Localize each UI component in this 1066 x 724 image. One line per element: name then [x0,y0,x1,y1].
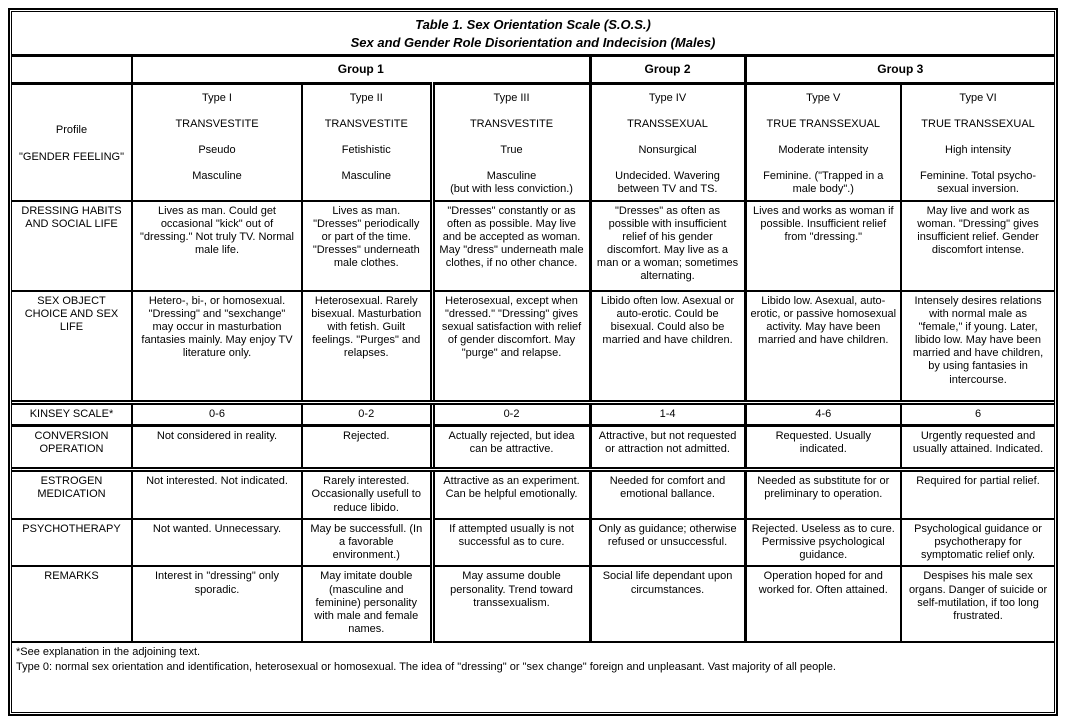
type-number: Type V [806,91,841,104]
cell-conversion-type-3: Actually rejected, but idea can be attractive. [432,426,590,470]
row-label-estrogen: ESTROGEN MEDICATION [12,470,132,519]
profile-label-line2: "GENDER FEELING" [19,150,124,163]
row-label-conversion: CONVERSION OPERATION [12,426,132,470]
remarks-row [12,566,1054,642]
cell-estrogen-type-5: Needed as substitute for or preliminary to operation. [745,470,901,519]
table-title [12,12,1054,57]
type-name: TRUE TRANSSEXUAL [921,117,1035,130]
profile-cell-type-2 [302,83,432,200]
group-header-row [12,57,1054,83]
table-title-line1: Table 1. Sex Orientation Scale (S.O.S.) [415,17,651,32]
type-name: TRANSVESTITE [469,117,554,130]
cell-psychotherapy-type-5: Rejected. Useless as to cure. Permissive psychological guidance. [745,519,901,567]
cell-dressing-type-6: May live and work as woman. "Dressing" gives insufficient relief. Gender discomfort intense. [901,201,1054,291]
cell-sexobject-type-3: Heterosexual, except when "dressed." "Dressing" gives sexual satisfaction with relief of gender discomfort. May "purge" and relapse. [432,291,590,403]
cell-conversion-type-4: Attractive, but not requested or attraction not admitted. [590,426,745,470]
type-number: Type III [493,91,530,104]
sos-table [12,57,1054,643]
row-label-sexobject: SEX OBJECT CHOICE AND SEX LIFE [12,291,132,403]
type-name: TRANSSEXUAL [627,117,708,130]
cell-remarks-type-3: May assume double personality. Trend toward transsexualism. [432,566,590,642]
table-frame-outer [8,8,1058,716]
cell-estrogen-type-3: Attractive as an experiment. Can be helpful emotionally. [432,470,590,519]
type-number: Type VI [959,91,997,104]
type-feeling: Feminine. Total psycho-sexual inversion. [920,170,1037,196]
cell-conversion-type-1: Not considered in reality. [132,426,302,470]
profile-cell-type-5 [745,83,901,200]
profile-cell-type-6 [901,83,1054,200]
type-name: TRUE TRANSSEXUAL [766,117,881,130]
group-header-group-3: Group 3 [745,57,1054,83]
cell-sexobject-type-6: Intensely desires relations with normal male as "female," if young. Later, libido low. May have been married and have children, by using fantasies in intercourse. [901,291,1054,403]
group-header-group-2: Group 2 [590,57,745,83]
cell-kinsey-type-3: 0-2 [432,403,590,426]
type-variant: Moderate intensity [778,143,869,156]
cell-psychotherapy-type-2: May be successfull. (In a favorable environment.) [302,519,432,567]
cell-conversion-type-2: Rejected. [302,426,432,470]
corner-cell [12,57,132,83]
cell-psychotherapy-type-3: If attempted usually is not successful as to cure. [432,519,590,567]
footnote-type-0: Type 0: normal sex orientation and identification, heterosexual or homosexual. The idea of "dressing" or "sex change" foreign and unpleasant. Vast majority of all people. [16,661,836,674]
kinsey-row [12,403,1054,426]
cell-remarks-type-1: Interest in "dressing" only sporadic. [132,566,302,642]
psychotherapy-row [12,519,1054,567]
cell-sexobject-type-2: Heterosexual. Rarely bisexual. Masturbation with fetish. Guilt feelings. "Purges" and relapses. [302,291,432,403]
type-name: TRANSVESTITE [324,117,408,130]
cell-dressing-type-3: "Dresses" constantly or as often as possible. May live and be accepted as woman. May "dress" underneath male clothes, if no other chance. [432,201,590,291]
cell-estrogen-type-1: Not interested. Not indicated. [132,470,302,519]
cell-remarks-type-5: Operation hoped for and worked for. Often attained. [745,566,901,642]
cell-dressing-type-4: "Dresses" as often as possible with insufficient relief of his gender discomfort. May live as a man or a woman; sometimes alternating. [590,201,745,291]
row-label-kinsey: KINSEY SCALE* [12,403,132,426]
type-feeling-note: (but with less conviction.) [450,183,573,196]
cell-estrogen-type-4: Needed for comfort and emotional ballance. [590,470,745,519]
type-feeling: Masculine [341,170,392,183]
cell-psychotherapy-type-6: Psychological guidance or psychotherapy for symptomatic relief only. [901,519,1054,567]
estrogen-row [12,470,1054,519]
cell-remarks-type-2: May imitate double (masculine and feminine) personality with male and female names. [302,566,432,642]
dressing-row [12,201,1054,291]
type-feeling: Undecided. Wavering between TV and TS. [615,170,720,196]
footnote-asterisk: *See explanation in the adjoining text. [16,646,201,659]
type-variant: High intensity [945,143,1012,156]
cell-dressing-type-1: Lives as man. Could get occasional "kick" out of "dressing." Not truly TV. Normal male life. [132,201,302,291]
row-label-psychotherapy: PSYCHOTHERAPY [12,519,132,567]
cell-psychotherapy-type-4: Only as guidance; otherwise refused or unsuccessful. [590,519,745,567]
profile-row [12,83,1054,200]
profile-label-line1: Profile [55,124,88,137]
row-label-profile [12,83,132,200]
type-number: Type IV [648,91,687,104]
type-variant: Fetishistic [341,143,391,156]
row-label-dressing: DRESSING HABITS AND SOCIAL LIFE [12,201,132,291]
cell-kinsey-type-5: 4-6 [745,403,901,426]
cell-conversion-type-6: Urgently requested and usually attained. Indicated. [901,426,1054,470]
cell-dressing-type-2: Lives as man. "Dresses" periodically or part of the time. "Dresses" underneath male clothes. [302,201,432,291]
cell-kinsey-type-2: 0-2 [302,403,432,426]
type-variant: Pseudo [198,143,236,156]
row-label-remarks: REMARKS [12,566,132,642]
sexobject-row [12,291,1054,403]
cell-remarks-type-6: Despises his male sex organs. Danger of suicide or self-mutilation, if too long frustrated. [901,566,1054,642]
cell-sexobject-type-1: Hetero-, bi-, or homosexual. "Dressing" and "sexchange" may occur in masturbation fantasies mainly. May enjoy TV literature only. [132,291,302,403]
profile-cell-type-4 [590,83,745,200]
conversion-row [12,426,1054,470]
profile-cell-type-3 [432,83,590,200]
type-feeling: Masculine (but with less conviction.) [439,170,585,196]
cell-dressing-type-5: Lives and works as woman if possible. Insufficient relief from "dressing." [745,201,901,291]
group-header-group-1: Group 1 [132,57,590,83]
type-variant: Nonsurgical [638,143,697,156]
table-frame-inner [11,11,1055,713]
cell-conversion-type-5: Requested. Usually indicated. [745,426,901,470]
cell-kinsey-type-6: 6 [901,403,1054,426]
type-number: Type II [349,91,383,104]
cell-kinsey-type-4: 1-4 [590,403,745,426]
cell-estrogen-type-6: Required for partial relief. [901,470,1054,519]
cell-estrogen-type-2: Rarely interested. Occasionally usefull to reduce libido. [302,470,432,519]
cell-psychotherapy-type-1: Not wanted. Unnecessary. [132,519,302,567]
footnotes [12,643,1054,712]
type-variant: True [500,143,523,156]
type-feeling: Feminine. ("Trapped in a male body".) [763,170,884,196]
cell-remarks-type-4: Social life dependant upon circumstances. [590,566,745,642]
cell-sexobject-type-5: Libido low. Asexual, auto-erotic, or passive homosexual activity. May have been married and have children. [745,291,901,403]
cell-kinsey-type-1: 0-6 [132,403,302,426]
table-title-line2: Sex and Gender Role Disorientation and Indecision (Males) [350,34,716,50]
type-name: TRANSVESTITE [175,117,259,130]
type-number: Type I [202,91,232,104]
type-feeling: Masculine [192,170,242,183]
cell-sexobject-type-4: Libido often low. Asexual or auto-erotic. Could be bisexual. Could also be married and have children. [590,291,745,403]
profile-cell-type-1 [132,83,302,200]
